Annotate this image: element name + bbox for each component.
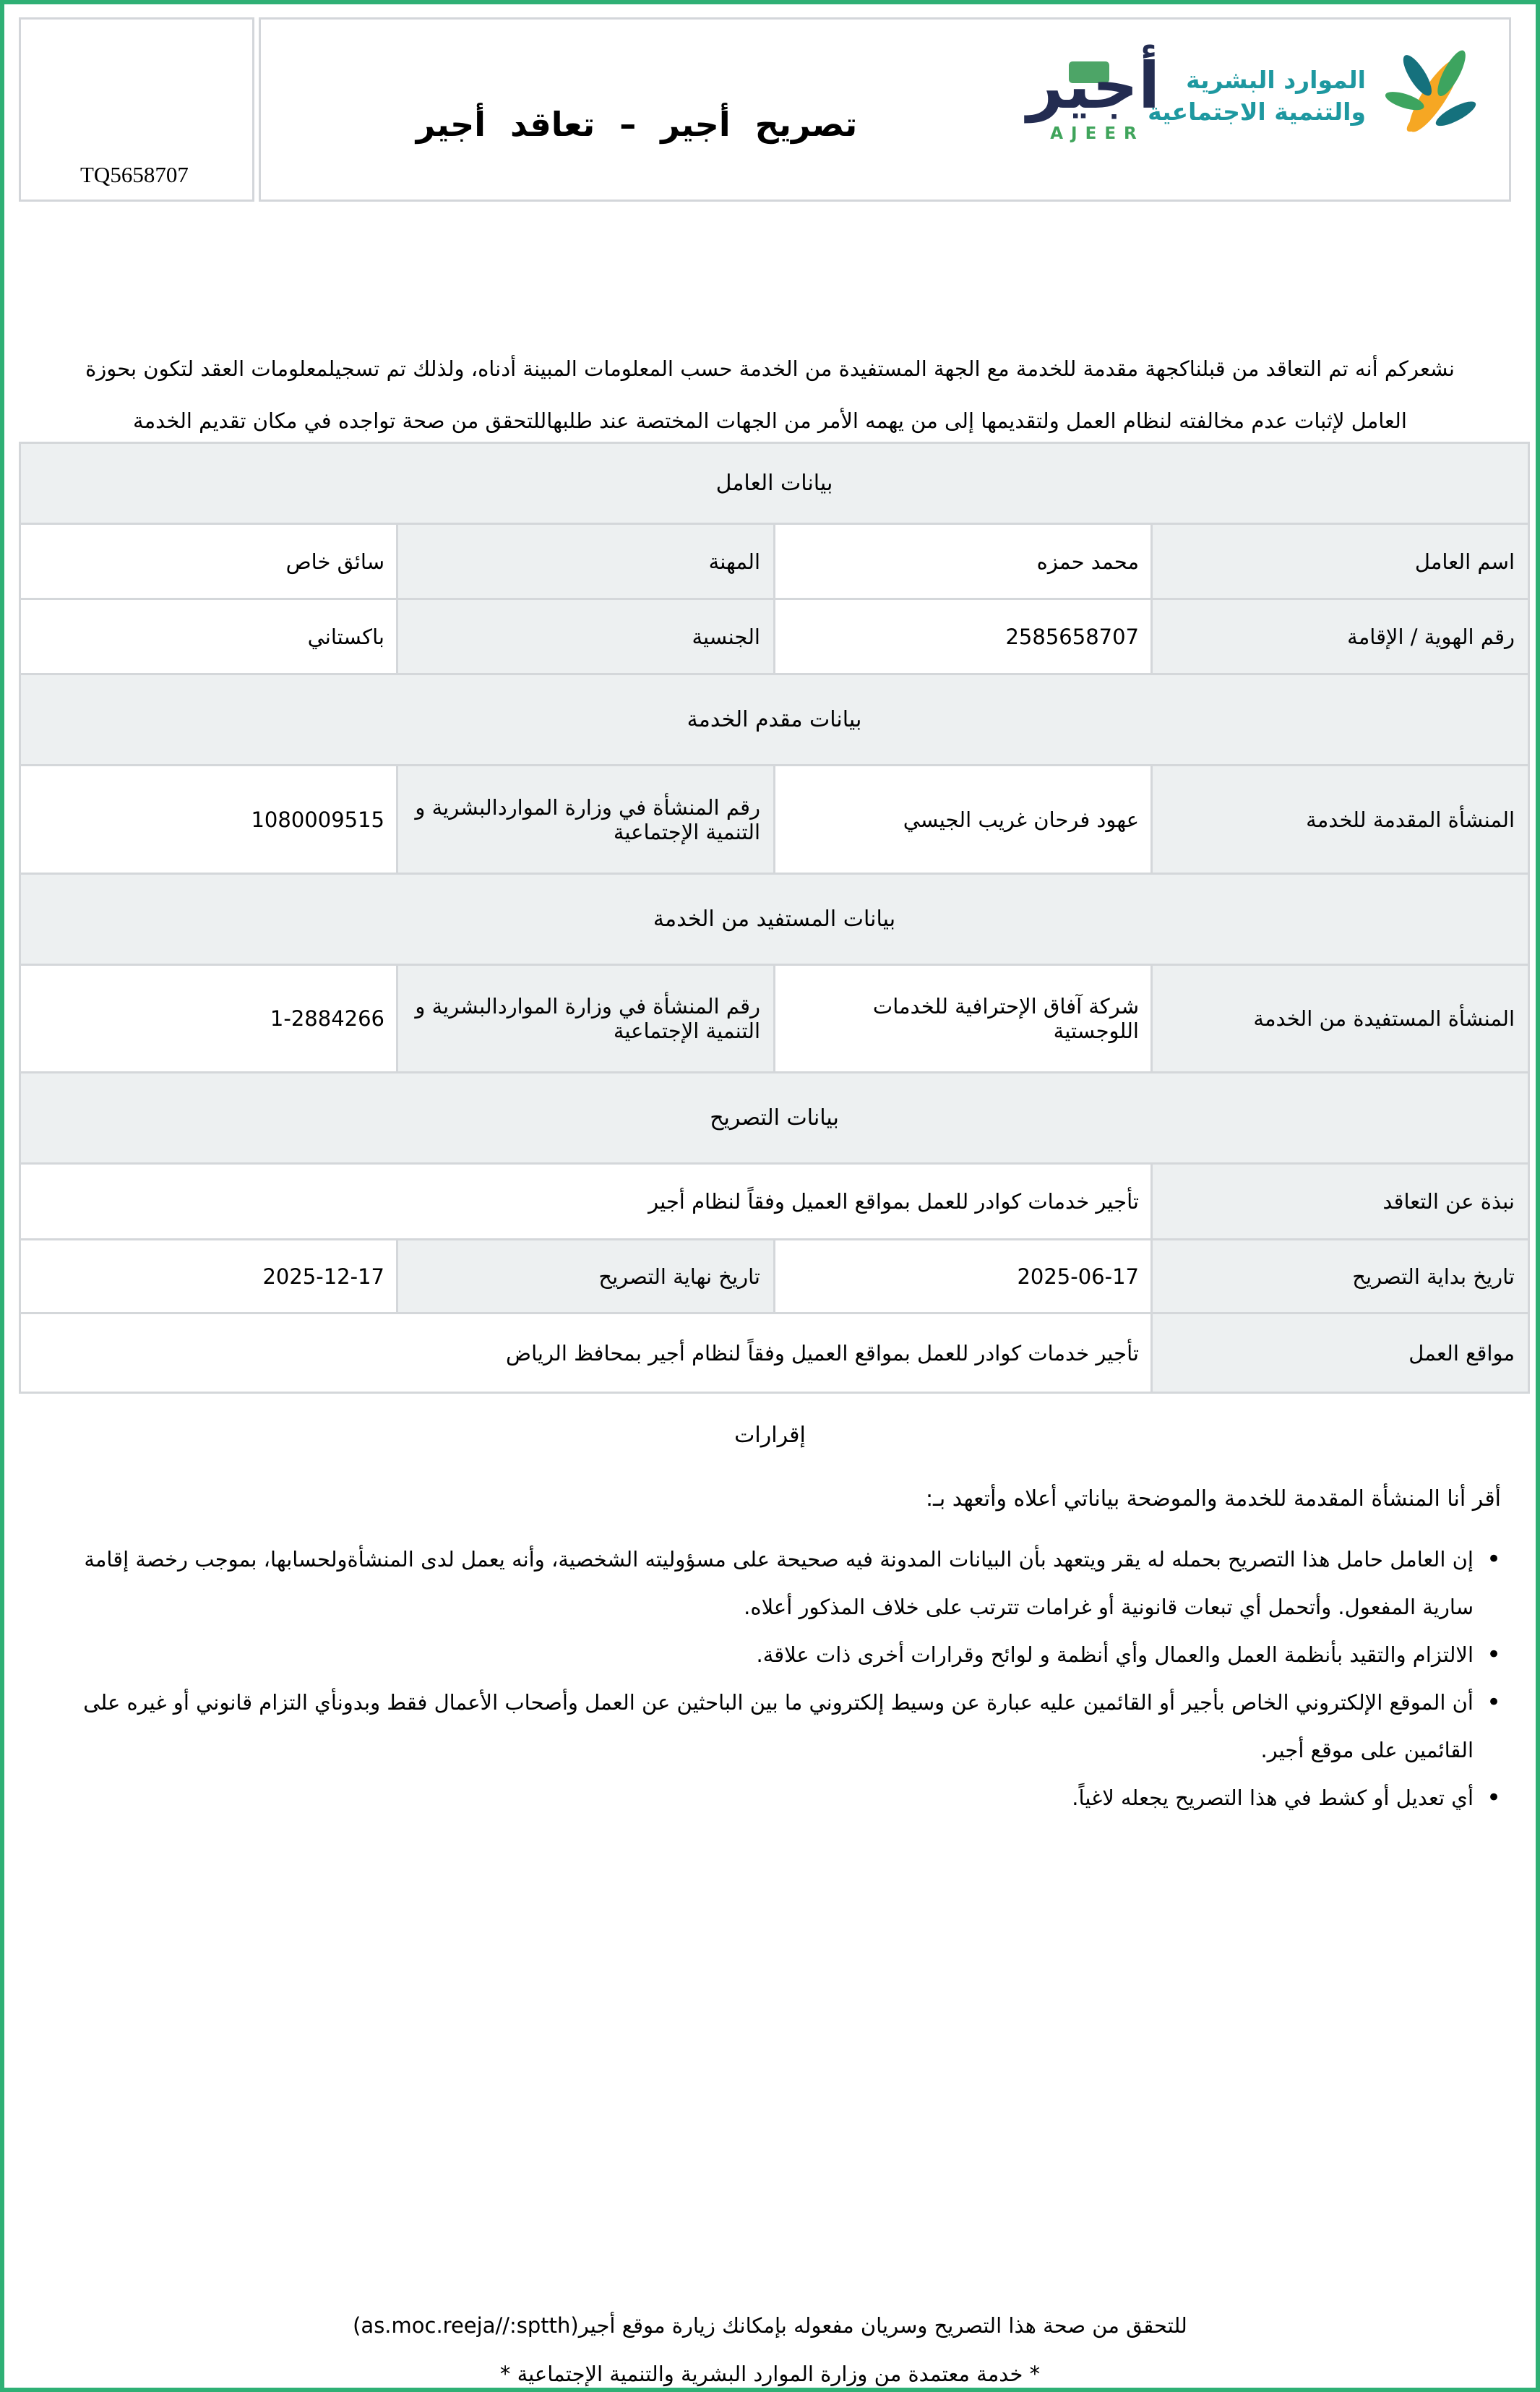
beneficiary-establishment-label: المنشأة المستفيدة من الخدمة (1152, 965, 1529, 1073)
tq-number: TQ5658707 (80, 162, 189, 187)
permit-start-date-value: 2025-06-17 (775, 1240, 1152, 1313)
table-row (20, 524, 1529, 599)
permit-about-value: تأجير خدمات كوادر للعمل بمواقع العميل وفقاً لنظام أجير (20, 1164, 1152, 1240)
provider-mol-number-label: رقم المنشأة في وزارة المواردالبشرية و التنمية الإجتماعية (397, 766, 775, 874)
permit-locations-value: تأجير خدمات كوادر للعمل بمواقع العميل وفقاً لنظام أجير بمحافظ الرياض (20, 1313, 1152, 1393)
footer-verify-url: (as.moc.reeja//:sptth) (353, 2313, 579, 2338)
table-row (20, 599, 1529, 674)
table-row (20, 1073, 1529, 1164)
permit-locations-label: مواقع العمل (1152, 1313, 1529, 1393)
declaration-item: • أي تعديل أو كشط في هذا التصريح يجعله لاغياً. (33, 1774, 1507, 1822)
provider-establishment-label: المنشأة المقدمة للخدمة (1152, 766, 1529, 874)
provider-establishment-value: عهود فرحان غريب الجيسي (775, 766, 1152, 874)
table-row (20, 874, 1529, 965)
table-row (20, 965, 1529, 1073)
worker-nationality-value: باكستاني (20, 599, 397, 674)
ministry-emblem-icon (1377, 46, 1492, 147)
ajeer-logo-arabic: أجير (1026, 48, 1161, 123)
declarations-list (33, 1535, 1507, 1822)
provider-mol-number-value: 1080009515 (20, 766, 397, 874)
page-title: تصريح أجير – تعاقد أجير (416, 105, 858, 144)
permit-about-label: نبذة عن التعاقد (1152, 1164, 1529, 1240)
worker-profession-value: سائق خاص (20, 524, 397, 599)
table-row (20, 766, 1529, 874)
worker-name-label: اسم العامل (1152, 524, 1529, 599)
ministry-logo-text (1148, 64, 1366, 128)
intro-line-2: العامل لإثبات عدم مخالفته لنظام العمل ولتقديمها إلى من يهمه الأمر من الجهات المختصة عند طلبهاللتحقق من صحة تواجده في مكان تقديم الخدمة (133, 408, 1407, 433)
worker-id-value: 2585658707 (775, 599, 1152, 674)
worker-profession-label: المهنة (397, 524, 775, 599)
footer-verify-line (4, 2302, 1536, 2350)
section-header-beneficiary: بيانات المستفيد من الخدمة (20, 874, 1529, 965)
table-row (20, 1313, 1529, 1393)
section-header-worker: بيانات العامل (20, 443, 1529, 524)
worker-name-value: محمد حمزه (775, 524, 1152, 599)
ministry-name-line1: الموارد البشرية (1186, 66, 1366, 94)
footer-accredited-line: * خدمة معتمدة من وزارة الموارد البشرية والتنمية الإجتماعية * (499, 2362, 1041, 2386)
declaration-item: • إن العامل حامل هذا التصريح بحمله له يقر ويتعهد بأن البيانات المدونة فيه صحيحة على مسؤوليته الشخصية، وأنه يعمل لدى المنشأةولحسابها، بموجب رخصة إقامة سارية المفعول. وأتحمل أي تبعات قانونية أو غرامات تترتب على خلاف المذكور أعلاه. (33, 1535, 1507, 1631)
tq-box (19, 17, 254, 202)
table-row (20, 1240, 1529, 1313)
table-row (20, 1164, 1529, 1240)
ajeer-logo (1018, 48, 1169, 143)
intro-line-1: نشعركم أنه تم التعاقد من قبلناكجهة مقدمة للخدمة مع الجهة المستفيدة من الخدمة حسب المعلومات المبينة أدناه، ولذلك تم تسجيلمعلومات العقد لتكون بحوزة (85, 356, 1455, 381)
footer-verify-text: للتحقق من صحة هذا التصريح وسريان مفعوله بإمكانك زيارة موقع أجير (578, 2313, 1187, 2338)
declarations-intro: أقر أنا المنشأة المقدمة للخدمة والموضحة بياناتي أعلاه وأتعهد بـ: (925, 1486, 1501, 1512)
declaration-item: • الالتزام والتقيد بأنظمة العمل والعمال وأي أنظمة و لوائح وقرارات أخرى ذات علاقة. (33, 1631, 1507, 1679)
declarations-heading: إقرارات (734, 1423, 806, 1448)
beneficiary-mol-number-value: 1-2884266 (20, 965, 397, 1073)
declaration-item: • أن الموقع الإلكتروني الخاص بأجير أو القائمين عليه عبارة عن وسيط إلكتروني ما بين الباحثين عن العمل وأصحاب الأعمال فقط وبدونأي التزام قانوني أو غيره على القائمين على موقع أجير. (33, 1679, 1507, 1774)
worker-id-label: رقم الهوية / الإقامة (1152, 599, 1529, 674)
header-box (259, 17, 1511, 202)
document-footer (4, 2302, 1536, 2392)
ministry-name-line2: والتنمية الاجتماعية (1148, 98, 1366, 126)
permit-start-date-label: تاريخ بداية التصريح (1152, 1240, 1529, 1313)
table-row (20, 443, 1529, 524)
worker-nationality-label: الجنسية (397, 599, 775, 674)
section-header-permit: بيانات التصريح (20, 1073, 1529, 1164)
permit-end-date-value: 2025-12-17 (20, 1240, 397, 1313)
ajeer-logo-latin: AJEER (1050, 124, 1145, 143)
ministry-logo (1148, 46, 1492, 147)
permit-table (19, 442, 1530, 1394)
table-row (20, 674, 1529, 766)
section-header-provider: بيانات مقدم الخدمة (20, 674, 1529, 766)
beneficiary-establishment-value: شركة آفاق الإحترافية للخدمات اللوجستية (775, 965, 1152, 1073)
beneficiary-mol-number-label: رقم المنشأة في وزارة المواردالبشرية و التنمية الإجتماعية (397, 965, 775, 1073)
intro-paragraph (48, 343, 1492, 447)
permit-end-date-label: تاريخ نهاية التصريح (397, 1240, 775, 1313)
